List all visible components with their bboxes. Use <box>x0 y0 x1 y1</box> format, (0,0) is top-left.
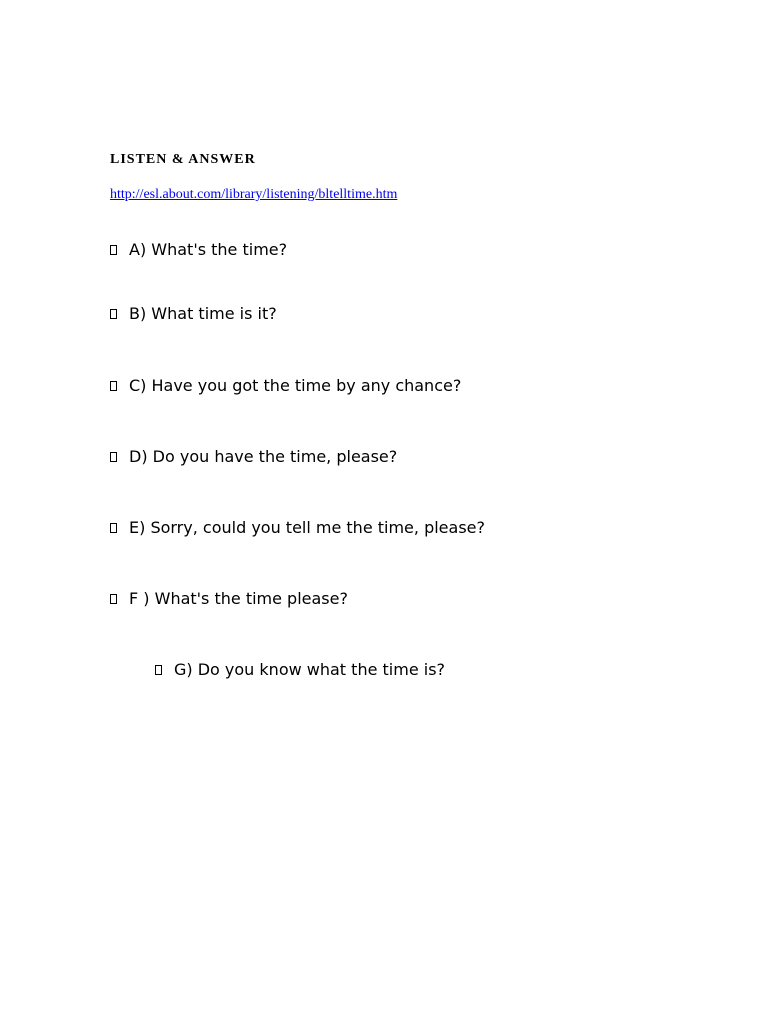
question-item-d <box>110 447 397 466</box>
square-bullet-icon <box>110 381 117 391</box>
square-bullet-icon <box>110 309 117 319</box>
question-item-c <box>110 376 461 395</box>
listening-link[interactable]: http://esl.about.com/library/listening/bltelltime.htm <box>110 187 398 202</box>
question-item-e <box>110 518 485 537</box>
square-bullet-icon <box>110 245 117 255</box>
question-text-a: A) What's the time? <box>129 240 288 259</box>
question-text-b: B) What time is it? <box>129 304 277 323</box>
question-text-d: D) Do you have the time, please? <box>129 447 398 466</box>
question-text-g: G) Do you know what the time is? <box>174 660 446 679</box>
square-bullet-icon <box>155 665 162 675</box>
question-item-a <box>110 240 287 259</box>
section-heading: LISTEN & ANSWER <box>110 152 256 167</box>
square-bullet-icon <box>110 523 117 533</box>
question-text-c: C) Have you got the time by any chance? <box>129 376 462 395</box>
square-bullet-icon <box>110 452 117 462</box>
square-bullet-icon <box>110 594 117 604</box>
question-text-e: E) Sorry, could you tell me the time, please? <box>129 518 485 537</box>
question-item-b <box>110 304 277 323</box>
question-item-f <box>110 589 348 608</box>
question-item-g <box>155 660 445 679</box>
question-text-f: F ) What's the time please? <box>129 589 348 608</box>
